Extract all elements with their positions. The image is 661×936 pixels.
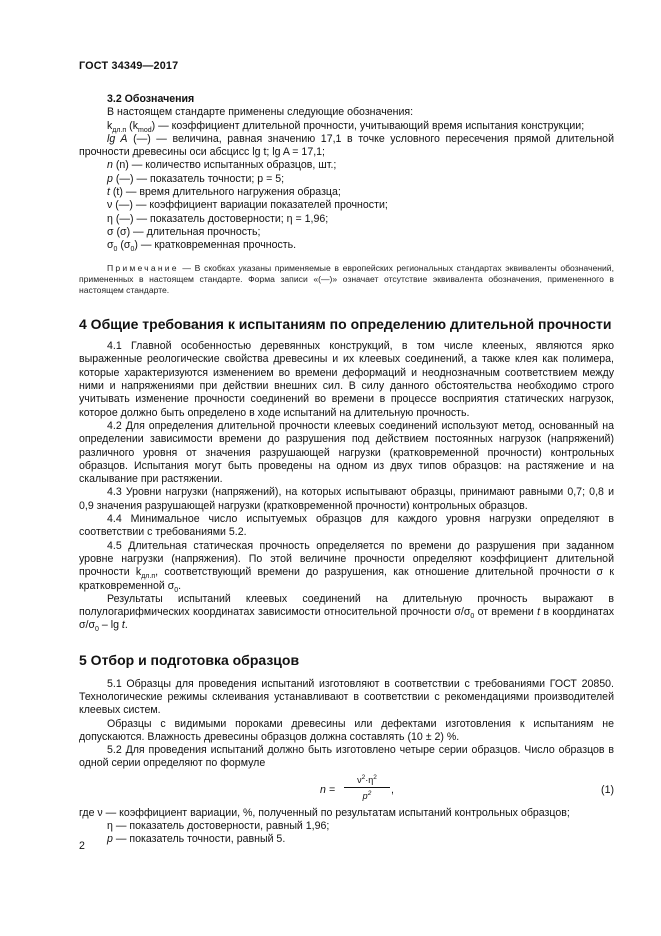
para-4-1: 4.1 Главной особенностью деревянных конструкций, в том числе клееных, являются ярко выраженные реологические свойства древесины и их клеевых соединений, а также клея как полимера, которые характеризуются изменением во времени деформаций и неоднозначным соответствием между ними и напряжениями при действии внешних сил. В силу данного обстоятельства необходимо строго учитывать изменение прочности соединений во времени в процессе восприятия статических нагрузок, которое должно быть определено в ходе испытаний на длительную прочность. — [79, 340, 614, 419]
para-4-2: 4.2 Для определения длительной прочности клеевых соединений используют метод, основанный на определении зависимости времени до разрушения под действием постоянных нагрузок (напряжений) различного уровня от значения разрушающей нагрузки (кратковременной прочности) контрольных образцов. Испытания могут быть проведены на одном из двух типов образцов: на растяжение и на скалывание при растяжении. — [79, 419, 614, 486]
symbol-sigma-line — [107, 226, 614, 239]
note-text: — В скобках указаны применяемые в европейских региональных стандартах эквиваленты обозначений, примененных в настоящем стандарте. Форма записи «(—)» означает отсутствие эквивалента обозначения, примененного в настоящем стандарте. — [79, 262, 614, 295]
symbol-sigma0-paren-sub: 0 — [130, 246, 135, 254]
formula-den-p: p — [362, 790, 368, 801]
section-3-2-title: 3.2 Обозначения — [107, 93, 195, 105]
symbol-k: k — [107, 119, 113, 132]
symbol-p-desc: (—) — показатель точности; p = 5; — [115, 172, 285, 185]
note — [79, 263, 614, 297]
para-5-1: 5.1 Образцы для проведения испытаний изготовляют в соответствии с требованиями ГОСТ 20850. Технологические режимы склеивания устанавливают в соответствии с рекомендациями производителей клеевых систем. — [79, 677, 614, 717]
section-5-title: 5 Отбор и подготовка образцов — [79, 651, 300, 668]
where-eta: η — показатель достоверности, равный 1,96; — [107, 820, 330, 833]
symbol-t: t — [107, 186, 110, 199]
symbol-t-line — [107, 186, 614, 199]
standard-header: ГОСТ 34349—2017 — [79, 60, 179, 72]
formula-num-nu: ν — [357, 774, 362, 785]
symbol-sigma0-sub: 0 — [113, 246, 118, 254]
document-body — [79, 93, 614, 847]
formula-num-eta: ·η — [365, 774, 374, 785]
symbol-v-line — [107, 199, 614, 212]
para-4-results-end: – lg — [98, 619, 122, 632]
symbol-v-desc: (—) — коэффициент вариации показателей прочности; — [115, 199, 388, 212]
formula-denominator — [344, 788, 390, 802]
para-4-5-end: . — [178, 579, 182, 592]
symbol-kmod: k — [132, 119, 138, 132]
symbol-sigma0-desc: ) — кратковременная прочность. — [134, 239, 297, 252]
para-4-results-sub2: 0 — [95, 626, 99, 634]
symbol-n-line — [107, 159, 614, 172]
symbol-lga-line — [79, 133, 614, 160]
formula-number: (1) — [601, 783, 614, 796]
formula-num-exp1: 2 — [361, 773, 366, 781]
where-p-sym: p — [107, 833, 113, 846]
para-4-5 — [79, 540, 614, 593]
symbol-sigma0-line — [107, 239, 614, 252]
para-4-results-t: t — [537, 606, 541, 619]
symbol-p: p — [107, 172, 113, 185]
para-4-5-sub2: 0 — [174, 586, 179, 594]
symbol-k-sub: дл.п — [112, 126, 127, 134]
symbol-v: ν — [107, 199, 113, 212]
para-4-results-mid2: в координатах σ/σ — [79, 606, 615, 632]
symbol-sigma-desc: (σ) — длительная прочность; — [116, 225, 261, 238]
where-p — [107, 833, 614, 846]
note-label: Примечание — [107, 262, 179, 273]
formula-1 — [79, 772, 614, 807]
where-nu: где ν — коэффициент вариации, %, полученный по результатам испытаний контрольных образцов; — [79, 806, 570, 819]
symbol-lga-desc: (—) — величина, равная значению 17,1 в точке условного пересечения прямой длительной прочности древесины оси абсцисс lg t; lg A = 17,1; — [79, 132, 614, 159]
para-4-results-dot: . — [124, 619, 128, 632]
para-4-5-sub: дл.п — [141, 573, 156, 581]
symbol-eta-desc: (—) — показатель достоверности; η = 1,96; — [115, 212, 329, 225]
formula-numerator — [344, 774, 390, 788]
para-4-results — [79, 593, 614, 633]
symbol-eta-line — [107, 213, 614, 226]
symbol-kmod-sub: mod — [137, 126, 152, 134]
symbol-eta: η — [107, 212, 113, 225]
symbols-intro: В настоящем стандарте применены следующие обозначения: — [107, 106, 414, 119]
formula-fraction — [344, 774, 390, 802]
para-5-1b: Образцы с видимыми пороками древесины или дефектами изготовления к испытаниям не допускаются. Влажность древесины образцов должна составлять (10 ± 2) %. — [79, 717, 614, 743]
para-4-3: 4.3 Уровни нагрузки (напряжений), на которых испытывают образцы, принимают равными 0,7; 0,8 и 0,9 значения разрушающей нагрузки (кратковременной прочности) контрольных образцов. — [79, 486, 614, 512]
para-4-results-start: Результаты испытаний клеевых соединений на длительную прочность выражают в полулогарифмических координатах зависимости относительной прочности σ/σ — [79, 592, 614, 619]
para-4-results-sub: 0 — [470, 613, 475, 621]
symbol-sigma0-paren: (σ — [120, 239, 131, 252]
symbol-k-desc: — коэффициент длительной прочности, учитывающий время испытания конструкции; — [158, 119, 585, 132]
symbol-t-desc: (t) — время длительного нагружения образца; — [112, 186, 341, 199]
formula-den-exp: 2 — [367, 789, 372, 797]
symbol-sigma0: σ — [107, 239, 114, 252]
para-4-4: 4.4 Минимальное число испытуемых образцов для каждого уровня нагрузки определяют в соответствии с требованиями 5.2. — [79, 513, 614, 539]
section-4-title: 4 Общие требования к испытаниям по определению длительной прочности — [79, 316, 612, 333]
para-4-5-start: 4.5 Длительная статическая прочность определяется по времени до разрушения при заданном уровне нагрузки (напряжения). По этой величине прочности определяют коэффициент длительной прочности k — [79, 539, 614, 579]
para-4-results-mid: от времени — [474, 606, 538, 619]
where-p-desc: — показатель точности, равный 5. — [112, 833, 286, 846]
symbol-sigma: σ — [107, 225, 114, 238]
symbol-p-line — [107, 173, 614, 186]
symbol-n-desc: (n) — количество испытанных образцов, шт.; — [115, 159, 337, 172]
para-5-2: 5.2 Для проведения испытаний должно быть изготовлено четыре серии образцов. Число образцов в одной серии определяют по формуле — [79, 744, 614, 770]
formula-lhs: n = — [320, 783, 336, 796]
formula-num-exp2: 2 — [373, 773, 377, 781]
para-4-results-t2: t — [121, 619, 125, 632]
symbol-lga: lg A — [107, 132, 128, 145]
page-number: 2 — [79, 840, 85, 852]
symbol-n: n — [107, 159, 113, 172]
para-4-5-mid: , соответствующий времени до разрушения, как отношение длительной прочности σ к кратковременной σ — [79, 566, 615, 592]
symbol-k-line: $k_{дл.п}$ $(k_{mod})$ — коэффициент длительной прочности, учитывающий время испытания конструкции; — [107, 119, 585, 134]
formula-comma: , — [391, 783, 394, 796]
